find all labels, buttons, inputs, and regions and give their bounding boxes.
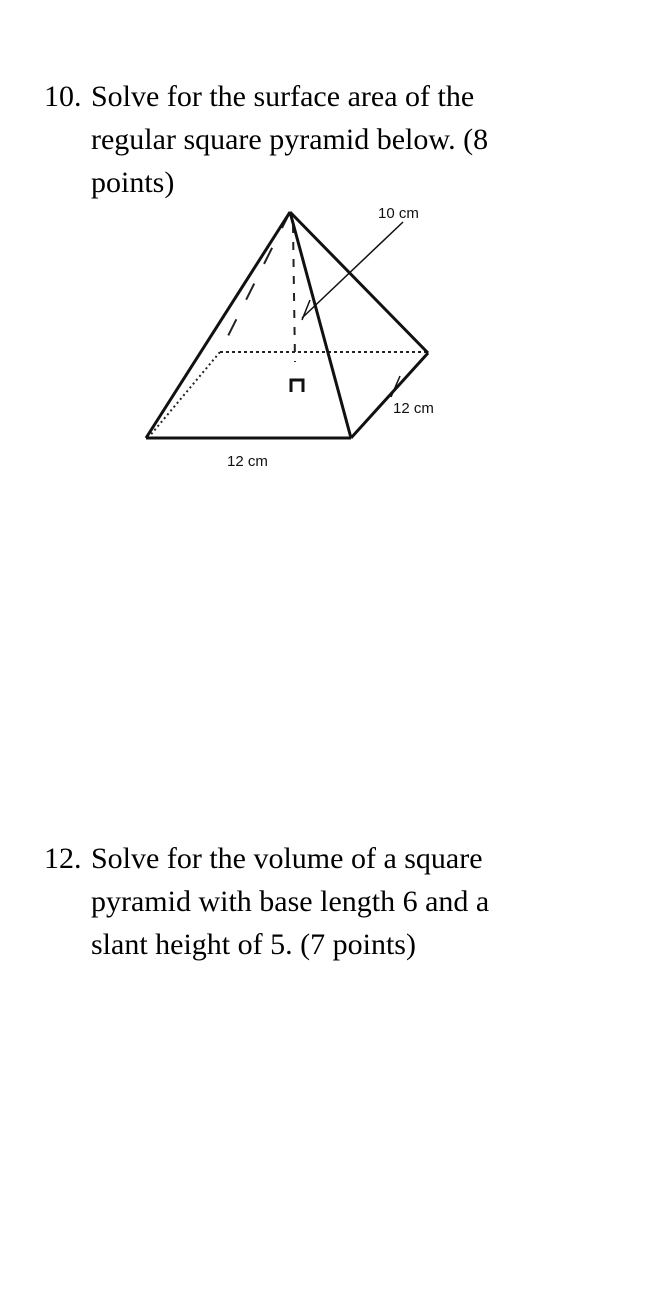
question-10-line-2: regular square pyramid below. (8 <box>91 123 489 156</box>
pyramid-front-left-edge <box>146 212 290 438</box>
slant-label-leader <box>302 222 403 318</box>
pyramid-hidden-left-edge <box>148 352 220 438</box>
question-10-number: 10. <box>44 80 82 113</box>
question-10-line-1 <box>44 75 488 118</box>
question-12-line-3: slant height of 5. (7 points) <box>91 928 416 961</box>
question-12-text-1: Solve for the volume of a square <box>91 842 483 875</box>
question-10 <box>44 75 488 204</box>
pyramid-front-edge <box>290 212 351 438</box>
question-12-line-2: pyramid with base length 6 and a <box>91 885 490 918</box>
pyramid-hidden-lateral-edge <box>220 212 290 352</box>
question-12-line-1 <box>44 837 489 880</box>
question-12-number: 12. <box>44 842 82 875</box>
question-10-text-1: Solve for the surface area of the <box>91 80 475 113</box>
pyramid-height-dashed <box>293 225 295 362</box>
pyramid-base-right-edge <box>351 353 428 438</box>
base-length-label: 12 cm <box>227 453 268 470</box>
pyramid-right-edge <box>290 212 428 353</box>
right-angle-marker <box>291 380 303 392</box>
question-10-line-3: points) <box>91 166 175 199</box>
pyramid-figure <box>140 200 460 480</box>
question-12 <box>44 837 489 966</box>
side-length-label: 12 cm <box>393 400 434 417</box>
slant-height-label: 10 cm <box>378 205 419 222</box>
